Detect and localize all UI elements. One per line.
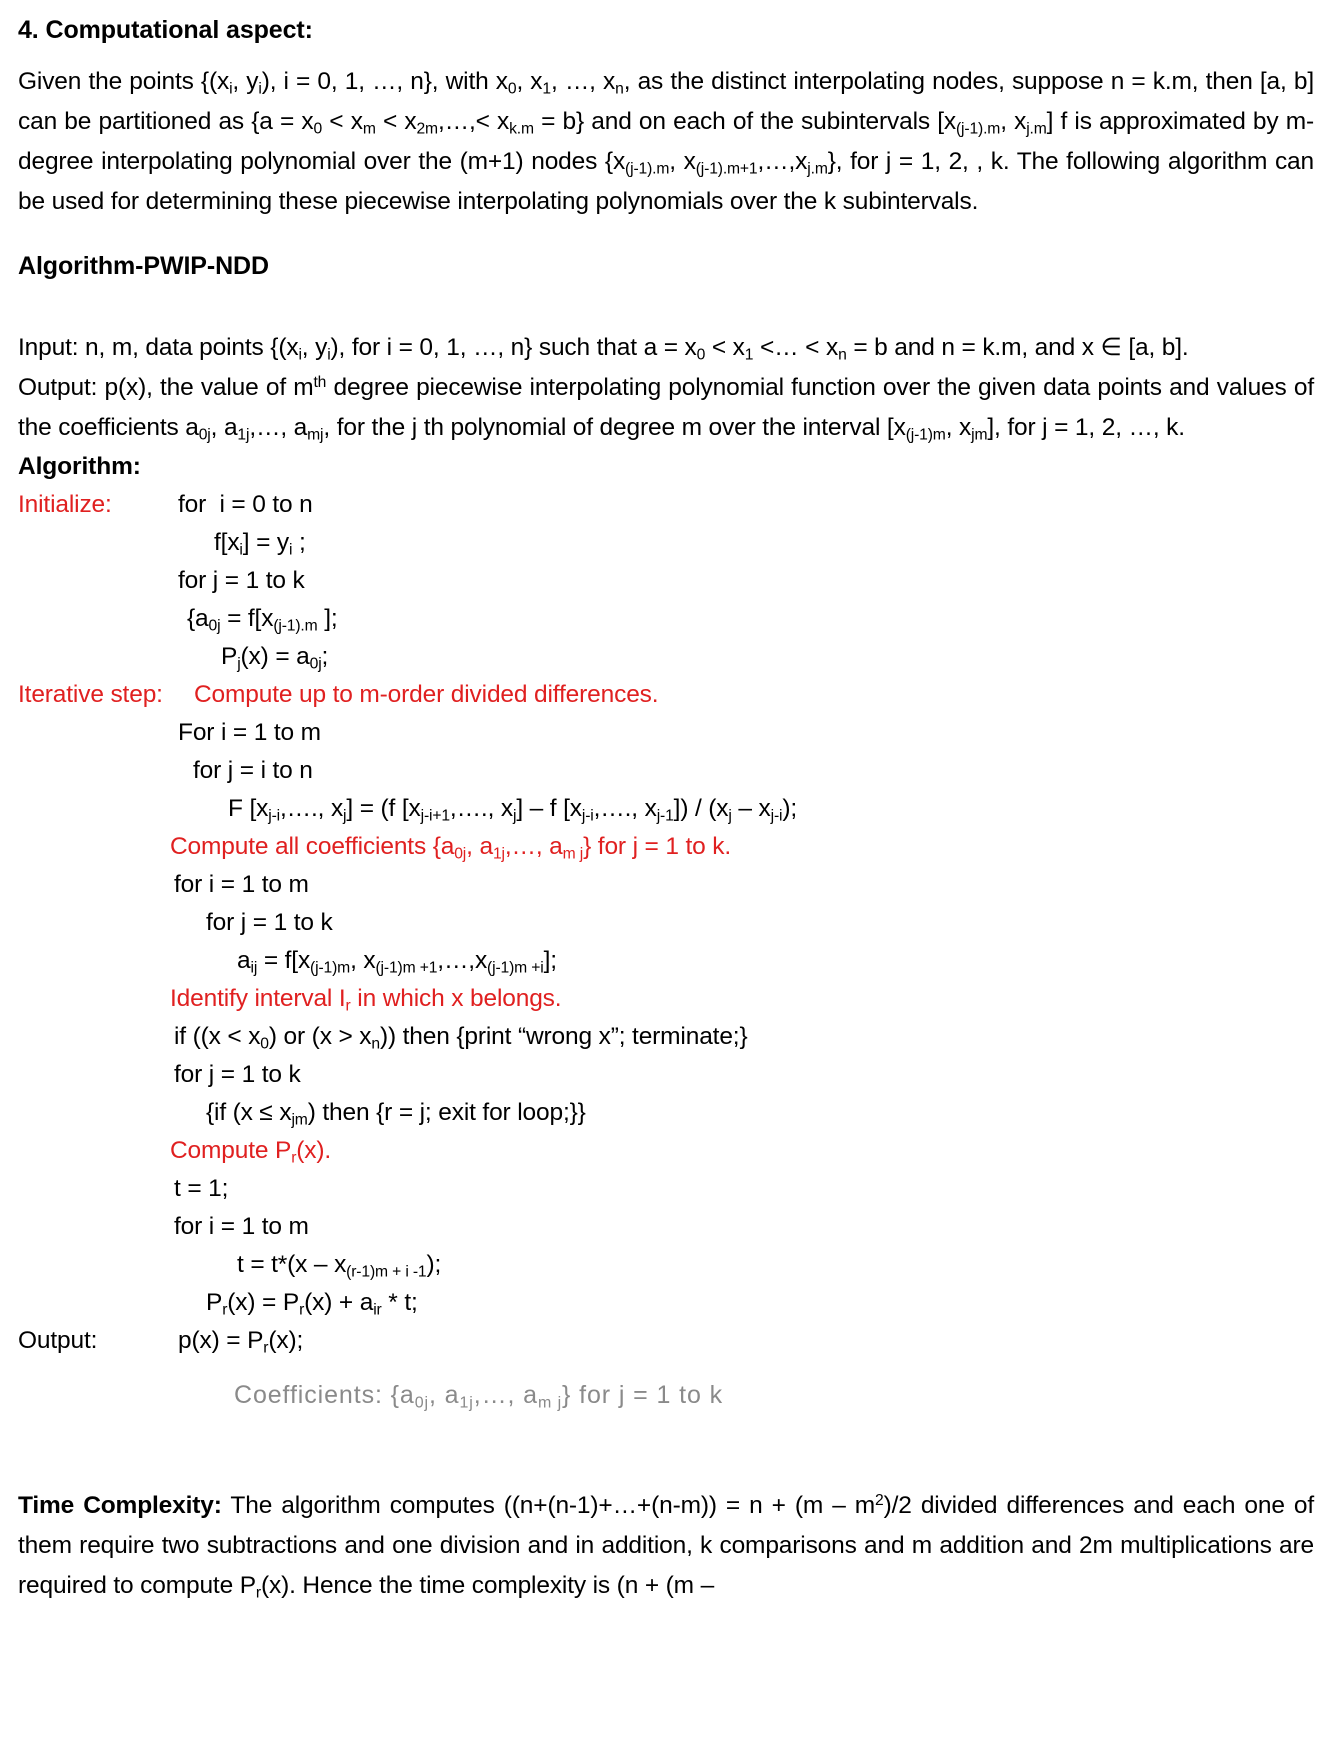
input-block [18,328,1314,368]
output-t3: , a [210,414,238,441]
prx-s2: r [299,1301,305,1319]
tmul-s1: (r-1)m + i -1 [346,1263,427,1281]
a0j-s1: 0j [208,617,221,635]
tc-sup-2: 2 [875,1491,884,1509]
line-t-init: t = 1; [174,1175,229,1202]
ifx-s2: n [371,1035,380,1053]
line-px [178,1322,303,1360]
output-block [18,368,1314,448]
intro-t5: , …, x [550,68,616,95]
F-p6: ,…., x [593,795,657,822]
output-sub-jm: jm [971,426,988,444]
F-p5: ] – f [x [516,795,582,822]
ifx-p3: )) then {print “wrong x”; terminate;} [379,1023,748,1050]
intro-sub-jm: j.m [1026,120,1047,138]
intro-t15: }, for j = 1, 2, , k. The following algorithm can be used for determining these piecewise interpolating polynomials over the k subintervals. [18,148,1314,215]
pjx-s1: j [237,655,241,673]
line-divided-difference [18,790,1314,828]
a0j-p3: ]; [317,605,338,632]
line-for-i-1-m-b: for i = 1 to m [174,871,309,898]
F-s7: j [728,807,732,825]
intro-t3: ), i = 0, 1, …, n}, with x [261,68,508,95]
cpr-s1: r [291,1149,297,1167]
pjx-p1: P [221,643,238,670]
px-p2: (x); [268,1327,304,1354]
tc-t3: (x). Hence the time complexity is (n + (m – [260,1572,715,1599]
F-p3: ] = (f [x [346,795,421,822]
ifjm-p1: {if (x ≤ x [206,1099,292,1126]
intro-t6: , as the distinct interpolating nodes, suppose n = k.m, then [a, b] can be partitioned as {a = x [18,68,1315,135]
line-for-j-i-n: for j = i to n [193,757,313,784]
prx-p2: (x) = P [227,1289,300,1316]
F-p4: ,…., x [449,795,513,822]
line-for-j-1-k-b: for j = 1 to k [206,909,333,936]
cc-s3: m j [562,845,584,863]
F-s4: j [513,807,517,825]
a0j-s2: (j-1).m [273,617,318,635]
intro-t7: < x [322,108,363,135]
input-sub-n: n [838,346,847,364]
intro-t12: ] f is approximated by m-degree interpolating polynomial over the (m+1) nodes {x [18,108,1314,175]
line-t-multiply [18,1246,1314,1284]
spacer [18,1360,1314,1376]
ii-p1: Identify interval I [170,985,346,1012]
ifx-s1: 0 [260,1035,269,1053]
output-t1: Output: p(x), the value of m [18,374,314,401]
input-t3: ), for i = 0, 1, …, n} such that a = x [330,334,697,361]
F-p2: ,…., x [279,795,344,822]
intro-t1: Given the points {(x [18,68,230,95]
cc-p1: Compute all coefficients {a [170,833,455,860]
intro-t9: ,…,< x [437,108,510,135]
algorithm-step-iterative [18,676,1314,714]
output-sub-0j: 0j [198,426,211,444]
algorithm-step-initialize [18,486,1314,524]
aij-p4: ,…,x [437,947,488,974]
coef-s1: 0j [414,1394,429,1412]
F-p7: ]) / (x [673,795,729,822]
cc-s1: 0j [454,845,467,863]
intro-sub-2m: 2m [416,120,438,138]
intro-sub-j1m-b: (j-1).m [625,160,670,178]
output-t4: ,…, a [249,414,308,441]
fxi-s2: i [289,541,293,559]
coefficients-line [18,1376,1314,1414]
iterative-text: Compute up to m-order divided differences. [194,681,659,708]
intro-sub-j1m1: (j-1).m+1 [695,160,758,178]
tmul-p2: ); [426,1251,442,1278]
intro-sub-i1: i [229,80,233,98]
spacer [18,222,1314,250]
output-t2: degree piecewise interpolating polynomial function over the given data points and values of the coefficients a [18,374,1314,441]
input-t1: Input: n, m, data points {(x [18,334,299,361]
prx-s3: ir [373,1301,382,1319]
intro-sub-i2: i [258,80,262,98]
tc-t1: The algorithm computes ((n+(n-1)+…+(n-m)) = n + (m – m [221,1492,876,1519]
line-if-x-range [18,1018,1314,1056]
tc-sub-r: r [255,1584,261,1602]
initialize-line-for: for i = 0 to n [178,491,313,518]
line-a0j [18,600,1314,638]
cc-s2: 1j [492,845,505,863]
cc-p3: ,…, a [504,833,563,860]
prx-p1: P [206,1289,223,1316]
fxi-p2: ] = y [242,529,289,556]
algorithm-heading: Algorithm: [18,453,141,480]
tmul-p1: t = t*(x – x [237,1251,347,1278]
output-sub-mj: mj [307,426,324,444]
line-fxi [18,524,1314,562]
output-t6: , x [945,414,972,441]
iterative-label: Iterative step: [18,681,163,708]
aij-p3: , x [350,947,376,974]
line-for-j-1-k-c: for j = 1 to k [174,1061,301,1088]
input-sub-i2: i [327,346,331,364]
intro-sub-jm-b: j.m [807,160,828,178]
F-s2: j [343,807,347,825]
output-t5: , for the j th polynomial of degree m over the interval [x [323,414,906,441]
prx-p3: (x) + a [304,1289,374,1316]
input-sub-0: 0 [696,346,706,364]
input-t2: , y [301,334,328,361]
algorithm-step-output [18,1322,1314,1360]
F-s3: j-i+1 [420,807,450,825]
output-sup-th: th [313,373,327,391]
line-prx-accumulate [18,1284,1314,1322]
intro-t14: ,…,x [757,148,808,175]
prx-p4: * t; [381,1289,418,1316]
pjx-s2: 0j [309,655,322,673]
cc-p4: } for j = 1 to k. [583,833,732,860]
output-label: Output: [18,1327,98,1354]
initialize-label: Initialize: [18,491,112,518]
time-complexity-label: Time Complexity: [18,1492,222,1519]
intro-sub-n: n [615,80,624,98]
intro-sub-1: 1 [542,80,551,98]
input-t4: < x [705,334,745,361]
coef-s2: 1j [459,1394,474,1412]
line-aij [18,942,1314,980]
intro-t8: < x [375,108,417,135]
aij-s1: ij [250,959,258,977]
ifx-p2: ) or (x > x [268,1023,372,1050]
line-for-i-1-m-c: for i = 1 to m [174,1213,309,1240]
F-p9: ); [782,795,798,822]
a0j-p2: = f[x [220,605,274,632]
ii-s1: r [345,997,351,1015]
cc-p2: , a [466,833,493,860]
pjx-p3: ; [321,643,329,670]
F-p8: – x [731,795,771,822]
aij-p2: = f[x [257,947,311,974]
F-s5: j-i [581,807,594,825]
intro-t13: , x [669,148,696,175]
time-complexity-paragraph [18,1486,1314,1606]
ifjm-p2: ) then {r = j; exit for loop;}} [307,1099,586,1126]
section-heading: 4. Computational aspect: [18,16,313,44]
compute-pr-text [18,1132,1314,1170]
F-s8: j-i [770,807,783,825]
intro-sub-m: m [362,120,376,138]
spacer [18,1460,1314,1486]
input-sub-1: 1 [744,346,754,364]
aij-p1: a [237,947,251,974]
identify-interval-text [18,980,1314,1018]
cpr-p1: Compute P [170,1137,292,1164]
spacer [18,1414,1314,1460]
intro-t2: , y [232,68,259,95]
pjx-p2: (x) = a [240,643,310,670]
line-For-i-1-m: For i = 1 to m [178,719,321,746]
spacer [18,282,1314,328]
ifx-p1: if ((x < x [174,1023,261,1050]
intro-t11: , x [1000,108,1027,135]
coef-s3: m j [538,1394,563,1412]
aij-s2: (j-1)m [310,959,351,977]
compute-coefficients-text [18,828,1314,866]
ifjm-s1: jm [291,1111,308,1129]
aij-s4: (j-1)m +i [487,959,544,977]
algorithm-title: Algorithm-PWIP-NDD [18,252,269,280]
px-p1: p(x) = P [178,1327,264,1354]
intro-sub-0: 0 [507,80,517,98]
line-if-xjm [18,1094,1314,1132]
intro-sub-j1m: (j-1).m [955,120,1001,138]
coef-p3: ,…, a [473,1381,538,1409]
prx-s1: r [222,1301,228,1319]
px-s1: r [263,1339,269,1357]
cpr-p2: (x). [296,1137,332,1164]
tc-t2: )/2 divided differences and each one of them require two subtractions and one division and in addition, k comparisons and m addition and 2m multiplications are required to compute P [18,1492,1314,1599]
output-sub-1j: 1j [237,426,250,444]
line-pjx [18,638,1314,676]
intro-t10: = b} and on each of the subintervals [x [533,108,956,135]
line-for-j-1-k: for j = 1 to k [178,567,305,594]
coef-p2: , a [428,1381,460,1409]
coef-p1: Coefficients: {a [234,1381,415,1409]
aij-p5: ]; [543,947,557,974]
intro-t4: , x [516,68,543,95]
F-p1: F [x [228,795,269,822]
output-sub-j1m: (j-1)m [905,426,946,444]
a0j-p1: {a [187,605,209,632]
F-s6: j-1 [656,807,674,825]
fxi-p1: f[x [214,529,240,556]
input-t6: = b and n = k.m, and x ∈ [a, b]. [846,334,1189,361]
coef-p4: } for j = 1 to k [562,1381,724,1409]
intro-sub-km: k.m [509,120,534,138]
intro-paragraph [18,62,1314,222]
spacer [18,46,1314,62]
ii-p2: in which x belongs. [350,985,562,1012]
aij-s3: (j-1)m +1 [375,959,438,977]
intro-sub-0b: 0 [313,120,323,138]
F-s1: j-i [268,807,280,825]
output-t7: ], for j = 1, 2, …, k. [987,414,1185,441]
fxi-s1: i [239,541,243,559]
input-t5: <… < x [753,334,839,361]
fxi-p3: ; [292,529,306,556]
input-sub-i1: i [298,346,302,364]
